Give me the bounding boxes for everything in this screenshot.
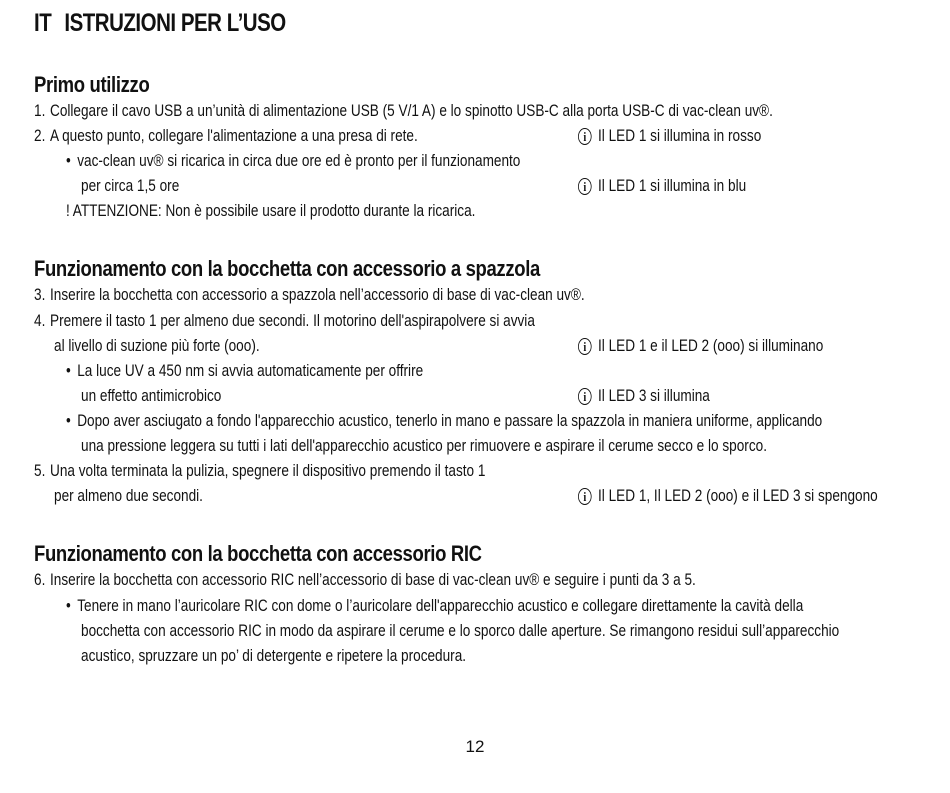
bullet-item — [66, 596, 803, 616]
bullet-icon: • — [66, 411, 71, 430]
page-number: 12 — [465, 737, 485, 756]
step-number: 5. — [34, 461, 46, 480]
bullet-text: Dopo aver asciugato a fondo l'apparecchio acustico, tenerlo in mano e passare la spazzola in maniera uniforme, applicando — [77, 411, 823, 430]
led-note-text: Il LED 1 si illumina in blu — [598, 176, 747, 195]
led-note — [578, 386, 710, 406]
bullet-item — [66, 411, 822, 431]
bullet-icon: • — [66, 596, 71, 615]
step-3 — [34, 285, 585, 305]
bullet-icon: • — [66, 361, 71, 380]
step-4 — [34, 311, 535, 331]
title-text: ISTRUZIONI PER L’USO — [64, 9, 286, 37]
step-text: Inserire la bocchetta con accessorio RIC nell’accessorio di base di vac-clean uv® e seguire i punti da 3 a 5. — [50, 570, 696, 589]
continuation-line: acustico, spruzzare un po’ di detergente e ripetere la procedura. — [81, 646, 467, 665]
page-title — [34, 9, 286, 38]
continuation-line: per almeno due secondi. — [54, 486, 203, 505]
continuation-line: per circa 1,5 ore — [81, 176, 180, 195]
section-heading-spazzola: Funzionamento con la bocchetta con accessorio a spazzola — [34, 256, 540, 281]
continuation-line: bocchetta con accessorio RIC in modo da aspirare il cerume e lo sporco dalle aperture. Se rimangono residui sull’apparecchio — [81, 621, 840, 640]
step-number: 3. — [34, 285, 46, 304]
language-code: IT — [34, 9, 52, 37]
step-text: Una volta terminata la pulizia, spegnere il dispositivo premendo il tasto 1 — [50, 461, 486, 480]
led-note-text: Il LED 1 si illumina in rosso — [598, 126, 762, 145]
bullet-text: vac-clean uv® si ricarica in circa due ore ed è pronto per il funzionamento — [77, 151, 521, 170]
led-note — [578, 486, 878, 506]
led-note-text: Il LED 1, Il LED 2 (ooo) e il LED 3 si spengono — [598, 486, 878, 505]
continuation-line: al livello di suzione più forte (ooo). — [54, 336, 260, 355]
step-1 — [34, 101, 773, 121]
info-circle-icon: i — [578, 128, 592, 145]
step-number: 2. — [34, 126, 46, 145]
step-number: 4. — [34, 311, 46, 330]
step-6 — [34, 570, 696, 590]
led-note — [578, 176, 746, 196]
step-5 — [34, 461, 485, 481]
warning-line: ! ATTENZIONE: Non è possibile usare il prodotto durante la ricarica. — [66, 201, 476, 220]
section-heading-ric: Funzionamento con la bocchetta con accessorio RIC — [34, 541, 482, 566]
step-text: Premere il tasto 1 per almeno due secondi. Il motorino dell'aspirapolvere si avvia — [50, 311, 535, 330]
bullet-text: La luce UV a 450 nm si avvia automaticamente per offrire — [77, 361, 424, 380]
bullet-item — [66, 361, 423, 381]
info-circle-icon: i — [578, 178, 592, 195]
continuation-line: una pressione leggera su tutti i lati dell'apparecchio acustico per rimuovere e aspirare il cerume secco e lo sporco. — [81, 436, 767, 455]
led-note — [578, 126, 761, 146]
step-text: A questo punto, collegare l'alimentazione a una presa di rete. — [50, 126, 418, 145]
step-number: 1. — [34, 101, 46, 120]
info-circle-icon: i — [578, 388, 592, 405]
continuation-line: un effetto antimicrobico — [81, 386, 222, 405]
bullet-icon: • — [66, 151, 71, 170]
led-note — [578, 336, 823, 356]
step-number: 6. — [34, 570, 46, 589]
led-note-text: Il LED 1 e il LED 2 (ooo) si illuminano — [598, 336, 824, 355]
info-circle-icon: i — [578, 338, 592, 355]
bullet-item — [66, 151, 520, 171]
step-text: Inserire la bocchetta con accessorio a spazzola nell’accessorio di base di vac-clean uv®. — [50, 285, 585, 304]
led-note-text: Il LED 3 si illumina — [598, 386, 710, 405]
bullet-text: Tenere in mano l’auricolare RIC con dome o l’auricolare dell'apparecchio acustico e collegare direttamente la cavità della — [77, 596, 804, 615]
step-text: Collegare il cavo USB a un’unità di alimentazione USB (5 V/1 A) e lo spinotto USB-C alla porta USB-C di vac-clean uv®. — [50, 101, 773, 120]
section-heading-primo-utilizzo: Primo utilizzo — [34, 72, 150, 97]
info-circle-icon: i — [578, 488, 592, 505]
step-2 — [34, 126, 418, 146]
